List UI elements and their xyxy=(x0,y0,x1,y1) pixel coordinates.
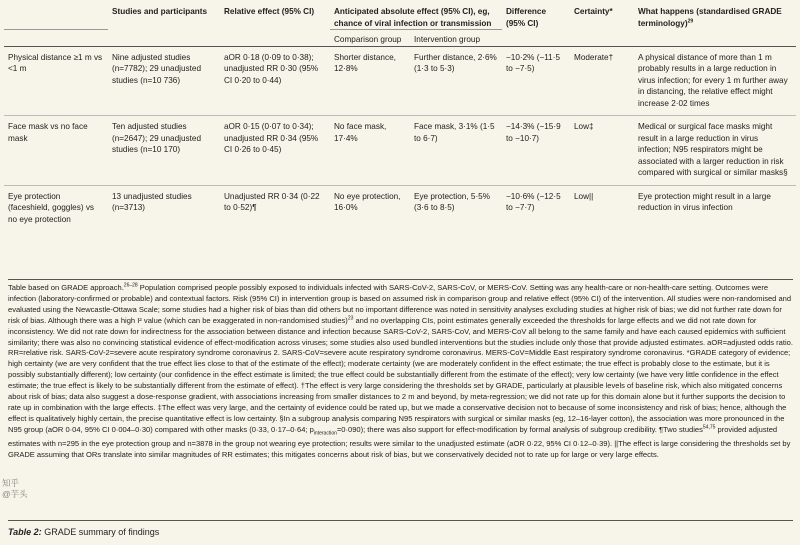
row-certainty: Low‡ xyxy=(570,116,634,186)
table-row xyxy=(4,116,796,186)
caption-label: Table 2: xyxy=(8,527,42,537)
footnote-text: and no overlapping CIs, point estimates generally exceeded the thresholds for large effects and we did not rate down for inconsistency. We did not rate down for indirectness for the association between distance and infection because SARS-CoV-2, SARS-CoV, and MERS-CoV all belong to the same family and have each caused epidemics with sufficient similarity; there was also no convincing statistical evidence of effect-modification across viruses; some studies also used bundled interventions but the studies include only those that provide adjusted estimates. aOR=adjusted odds ratio. RR=relative risk. SARS-CoV-2=severe acute respiratory syndrome coronavirus 2. SARS-CoV=severe acute respiratory syndrome coronavirus. MERS-CoV=Middle East respiratory syndrome coronavirus. *GRADE category of evidence; high certainty (we are very confident that the true effect lies close to that of the estimate of the effect); moderate certainty (we are moderately confident in the effect estimate; the true effect is probably close to the estimate, but it is possibly substantially different); low certainty (our confidence in the effect estimate is limited; the true effect could be substantially different from the estimate of the effect); very low certainty (we have very little confidence in the effect estimate; the true effect is likely to be substantially different from the estimate of effect). †The effect is very large considering the thresholds set by GRADE, particularly at plausible levels of baseline risk, which also mitigated concerns about risk of bias; data also suggest a dose-response gradient, with associations increasing from smaller distances to 2 m and beyond, by meta-regression; we did not rate up for this domain alone but it further supports the decision to rate up in combination with the large effects. ‡The effect was very large, and the certainty of evidence could be rated up, but we made a conservative decision not to because of some inconsistency and risk of bias; hence, although the effect is qualitatively highly certain, the precise quantitative effect is low certainty. §In a subgroup analysis comparing N95 respirators with surgical or similar masks (eg, 12–16-layer cotton), the association was more pronounced in the N95 group (aOR 0·04, 95% CI 0·004–0·30) compared with other masks (0·33, 0·17–0·64; p xyxy=(8,315,793,434)
header-relative-effect: Relative effect (95% CI) xyxy=(224,7,315,16)
row-difference: −14·3% (−15·9 to −10·7) xyxy=(502,116,570,186)
row-intervention: Eye protection, 5·5% (3·6 to 8·5) xyxy=(410,185,502,231)
row-difference: −10·6% (−12·5 to −7·7) xyxy=(502,185,570,231)
row-certainty: Moderate† xyxy=(570,46,634,116)
header-what-happens-text: What happens (standardised GRADE terminology) xyxy=(638,7,782,28)
watermark xyxy=(2,478,28,500)
watermark-line: @芋头 xyxy=(2,489,28,499)
row-label: Face mask vs no face mask xyxy=(4,116,108,186)
row-label: Physical distance ≥1 m vs <1 m xyxy=(4,46,108,116)
table-row xyxy=(4,46,796,116)
footnote-text: Population comprised people possibly exposed to individuals infected with SARS-CoV-2, SARS-CoV, or MERS-CoV. Setting was any health-care or non-health-care setting. Outcomes were infection (laboratory-confirmed or probable) and contextual factors. Risk (95% CI) in intervention group is based on assumed risk in comparison group and relative effect (95% CI) of the intervention. All studies were non-randomised and evaluated using the Newcastle-Ottawa Scale; some studies had a higher risk of bias than did others but no important difference was noted in sensitivity analyses excluding studies at higher risk of bias; we did not further rate down for risk of bias. Although there was a high I² value (which can be exaggerated in non-randomised studies) xyxy=(8,283,792,325)
row-comparison: No face mask, 17·4% xyxy=(330,116,410,186)
header-what-happens xyxy=(634,4,796,46)
row-what-happens: Eye protection might result in a large reduction in virus infection xyxy=(634,185,796,231)
caption-text: GRADE summary of findings xyxy=(41,527,160,537)
watermark-line: 知乎 xyxy=(2,478,20,488)
header-blank xyxy=(4,4,108,30)
footnote-text: Table based on GRADE approach. xyxy=(8,283,124,292)
row-relative-effect: Unadjusted RR 0·34 (0·22 to 0·52)¶ xyxy=(220,185,330,231)
header-intervention-group: Intervention group xyxy=(410,30,502,47)
row-studies: Nine adjusted studies (n=7782); 29 unadjusted studies (n=10 736) xyxy=(108,46,220,116)
footnote-text: =0·090); there was also support for effect-modification by formal analysis of subgroup credibility. ¶Two studies xyxy=(336,424,703,434)
row-comparison: No eye protection, 16·0% xyxy=(330,185,410,231)
header-absolute-effect: Anticipated absolute effect (95% CI), eg, chance of viral infection or transmission xyxy=(334,7,492,28)
row-what-happens: Medical or surgical face masks might result in a large reduction in virus infection; N95 respirators might be associated with a larger reduction in risk compared with surgical or similar masks§ xyxy=(634,116,796,186)
row-studies: Ten adjusted studies (n=2647); 29 unadjusted studies (n=10 170) xyxy=(108,116,220,186)
footnote-ref: 54,75 xyxy=(702,424,716,431)
table-row xyxy=(4,185,796,231)
row-comparison: Shorter distance, 12·8% xyxy=(330,46,410,116)
footnote-ref: 26–28 xyxy=(123,282,138,289)
header-studies: Studies and participants xyxy=(112,7,208,16)
row-what-happens: A physical distance of more than 1 m probably results in a large reduction in virus infection; for every 1 m further away in distancing, the relative effect might increase 2·02 times xyxy=(634,46,796,116)
header-comparison-group: Comparison group xyxy=(330,30,410,47)
table-header-row xyxy=(4,4,796,30)
row-label: Eye protection (faceshield, goggles) vs no eye protection xyxy=(4,185,108,231)
subheader-blank xyxy=(4,30,108,47)
footnote-subscript: interaction xyxy=(313,430,337,437)
footnote-ref: 23 xyxy=(347,315,354,322)
row-intervention: Face mask, 3·1% (1·5 to 6·7) xyxy=(410,116,502,186)
row-studies: 13 unadjusted studies (n=3713) xyxy=(108,185,220,231)
table-caption xyxy=(8,520,793,537)
row-difference: −10·2% (−11·5 to −7·5) xyxy=(502,46,570,116)
row-relative-effect: aOR 0·15 (0·07 to 0·34); unadjusted RR 0·34 (95% CI 0·26 to 0·45) xyxy=(220,116,330,186)
row-intervention: Further distance, 2·6% (1·3 to 5·3) xyxy=(410,46,502,116)
header-what-happens-ref: 29 xyxy=(687,17,694,24)
row-certainty: Low|| xyxy=(570,185,634,231)
footnote-text: provided adjusted estimates with n=295 in the eye protection group and n=3878 in the group not wearing eye protection; results were similar to the unadjusted estimate (aOR 0·22, 95% CI 0·12–0·39). ||The effect is large considering the thresholds set by GRADE assuming that ORs translate into similar magnitudes of RR estimates; this mitigates concerns about risk of bias, but we conservatively decided not to rate up for large or very large effects. xyxy=(8,424,791,460)
table-footnote xyxy=(8,279,793,461)
header-certainty: Certainty* xyxy=(574,7,613,16)
row-relative-effect: aOR 0·18 (0·09 to 0·38); unadjusted RR 0·30 (95% CI 0·20 to 0·44) xyxy=(220,46,330,116)
header-difference: Difference (95% CI) xyxy=(506,7,547,28)
grade-summary-table xyxy=(4,4,796,231)
